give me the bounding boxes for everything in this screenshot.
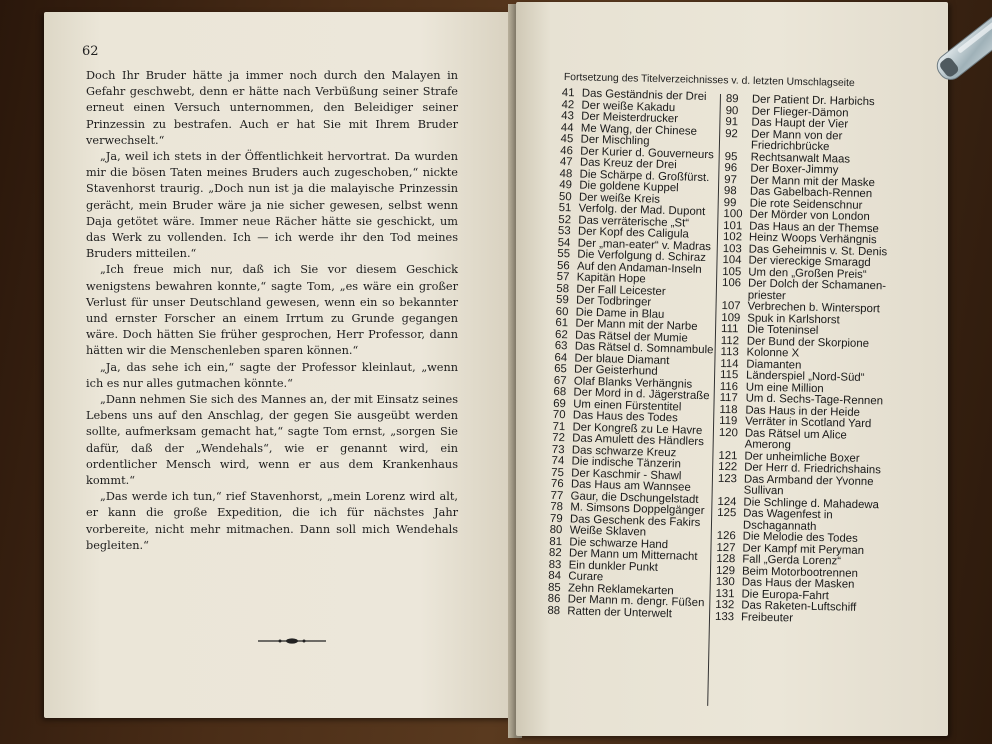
entry-title: Kapitän Hope	[576, 271, 646, 286]
entry-title: Verräter in Scotland Yard	[745, 415, 872, 431]
entry-title: Der blaue Diamant	[574, 351, 670, 367]
entry-title: Der viereckige Smaragd	[748, 254, 871, 270]
entry-number: 62	[554, 328, 568, 341]
entry-title: Die Dame in Blau	[575, 305, 665, 321]
entry-number: 61	[555, 316, 569, 330]
entry-number: 120	[718, 426, 739, 439]
entry-title: Olaf Blanks Verhängnis	[573, 374, 693, 391]
entry-title: Die Schärpe d. Großfürst.	[579, 168, 710, 184]
entry-number: 91	[725, 115, 739, 129]
entry-number: 114	[720, 357, 739, 370]
entry-number: 128	[716, 552, 736, 566]
entry-title: Beim Motorbootrennen	[741, 564, 858, 580]
entry-title: Der Meisterdrucker	[581, 110, 679, 126]
entry-number: 71	[552, 420, 566, 433]
entry-number: 44	[560, 121, 574, 134]
entry-number: 97	[724, 173, 738, 186]
entry-number: 53	[557, 224, 571, 238]
entry-title: Das Amulett des Händlers	[572, 432, 705, 449]
entry-number: 111	[720, 322, 739, 336]
entry-title: Die goldene Kuppel	[579, 179, 679, 195]
entry-number	[719, 447, 745, 448]
entry-title: Das Haus an der Themse	[749, 220, 879, 235]
entry-number: 55	[557, 247, 571, 261]
entry-title: Auf den Andaman-Inseln	[576, 259, 702, 276]
entry-title: Der weiße Kakadu	[581, 99, 676, 114]
entry-number	[725, 148, 751, 149]
entry-title: Der Kopf des Caligula	[577, 225, 689, 241]
entry-title: Das Rätsel der Mumie	[574, 328, 688, 345]
entry-number: 116	[719, 380, 739, 393]
entry-title: Das Rätsel d. Somnambule	[574, 340, 714, 357]
entry-number: 121	[718, 449, 738, 462]
entry-number: 101	[723, 219, 743, 232]
entry-title: Rechtsanwalt Maas	[750, 151, 851, 166]
paragraph: „Das werde ich tun,“ rief Stavenhorst, „mein Lorenz wird alt, er kann die große Expedition, die ich für nächstes Jahr vorbereite, nicht mehr mitmachen. Dann soll mich Wendehals begleiten.“	[86, 490, 458, 552]
entry-number: 64	[554, 351, 568, 364]
entry-number: 113	[720, 345, 739, 359]
page-number: 62	[82, 44, 99, 59]
entry-title: Die Toteninsel	[746, 323, 819, 337]
paragraph: „Ja, weil ich stets in der Öffentlichkeit hervortrat. Da wurden mir die bösen Taten meines Bruders auch zugeschoben,“ nickte Stavenhorst traurig. „Doch nun ist ja die malayische Prinzessin gerächt, mein Bruder wäre ja nie sicher gewesen, selbst wenn Daja getötet wäre. Immer neue Rächer hätte sie geschickt, um das Werk zu vollenden. Ich — ich werde ihr den Tod meines Bruders mitteilen.“	[86, 150, 458, 261]
entry-number: 122	[718, 460, 738, 474]
entry-number: 45	[560, 132, 574, 146]
entry-title: Der Mann mit der Maske	[750, 174, 876, 189]
entry-number: 132	[715, 598, 735, 612]
entry-number: 100	[723, 207, 743, 221]
entry-title: Der Fall Leicester	[576, 282, 666, 298]
entry-title: Das Gabelbach-Rennen	[749, 185, 873, 201]
entry-title: Der Mischling	[580, 133, 650, 148]
entry-title: Das Haus des Todes	[572, 409, 678, 425]
entry-title: Verbrechen b. Wintersport	[747, 300, 880, 316]
entry-number: 127	[716, 541, 736, 554]
entry-number: 52	[558, 213, 572, 226]
paragraph: „Dann nehmen Sie sich des Mannes an, der mit Einsatz seines Lebens uns auf den Anschlag, der gegen Sie ausgeübt werden sollte, aufmerksam gemacht hat,“ sagte Tom ernst, „sorgen Sie dafür, daß der „Wendehals“, wie er genannt wird, ein ordentlicher Mensch wird, wenn er aus dem Krankenhaus kommt.“	[86, 393, 458, 488]
entry-number: 125	[717, 506, 737, 520]
entry-number: 46	[560, 144, 574, 157]
entry-number: 119	[719, 414, 738, 428]
entry-number: 50	[558, 190, 572, 203]
entry-title: Um eine Million	[745, 380, 824, 395]
paragraph: Doch Ihr Bruder hätte ja immer noch durch den Malayen in Gefahr geschwebt, denn er hätte nach Verbüßung seiner Strafe erneut einen Versuch unternommen, den Beleidiger seiner Prinzessin zu bestrafen. Auch er hat Sie mit Ihrem Bruder verwechselt.“	[86, 69, 458, 147]
entry-number: 49	[559, 178, 573, 192]
entry-number: 86	[547, 592, 561, 606]
entry-title: Der Geisterhund	[573, 363, 658, 378]
entry-number: 109	[721, 311, 741, 324]
entry-number: 117	[719, 391, 738, 405]
entry-title: Der weiße Kreis	[578, 191, 661, 206]
entry-number: 47	[559, 155, 573, 169]
entry-number: 83	[548, 558, 562, 571]
entry-number: 63	[554, 339, 568, 353]
entry-number: 60	[555, 305, 569, 318]
entry-title: Das Kreuz der Drei	[579, 156, 677, 172]
entry-title: Das Haus am Wannsee	[570, 478, 691, 494]
entry-title: Das Haus der Masken	[741, 576, 855, 591]
entry-title: Der „man-eater“ v. Madras	[577, 237, 712, 253]
entry-title: Der Kurier d. Gouverneurs	[580, 145, 714, 161]
entry-title: Heinz Woops Verhängnis	[748, 231, 877, 247]
entry-number: 112	[720, 334, 740, 347]
entry-title: Der Mann mit der Narbe	[575, 317, 698, 333]
list-header: Fortsetzung des Titelverzeichnisses v. d. letzten Umschlagseite	[563, 72, 855, 90]
entry-number: 79	[549, 512, 563, 525]
entry-number: 105	[722, 265, 742, 278]
entry-title: Die indische Tänzerin	[571, 455, 682, 471]
entry-number: 69	[553, 397, 567, 410]
left-page-body	[86, 68, 458, 554]
entry-title: Sullivan	[743, 484, 784, 498]
entry-number: 48	[559, 167, 573, 180]
entry-title: Das verräterische „St“	[578, 214, 690, 230]
entry-title: Der Mann von der	[751, 128, 843, 142]
entry-number: 59	[555, 293, 569, 307]
entry-number: 51	[558, 201, 572, 215]
entry-number: 65	[553, 362, 567, 376]
entry-title: Die schwarze Hand	[569, 535, 669, 551]
entry-title: Dschagannath	[742, 518, 817, 533]
entry-title: Der Kampf mit Peryman	[742, 541, 865, 557]
entry-number: 75	[551, 466, 565, 479]
entry-title: M. Simsons Doppelgänger	[570, 501, 705, 518]
entry-title: Der Mord in d. Jägerstraße	[573, 386, 710, 403]
entry-number: 85	[547, 581, 561, 594]
entry-number: 107	[721, 299, 741, 313]
entry-number: 58	[556, 282, 570, 295]
entry-title: Das Armband der Yvonne	[743, 472, 874, 488]
entry-title: Der Mörder von London	[749, 208, 870, 224]
entry-title: Der Todbringer	[575, 294, 652, 309]
entry-title: Länderspiel „Nord-Süd“	[745, 369, 865, 384]
entry-title: Das Wagenfest in	[743, 507, 833, 522]
entry-number: 98	[723, 184, 737, 198]
entry-number: 56	[556, 259, 570, 272]
entry-number: 84	[548, 569, 562, 583]
entry-title: Um d. Sechs-Tage-Rennen	[745, 392, 884, 408]
entry-number: 54	[557, 236, 571, 249]
entry-number: 130	[715, 575, 735, 589]
entry-number: 103	[722, 242, 742, 255]
title-list-left	[547, 88, 720, 621]
entry-title: Spuk in Karlshorst	[747, 311, 840, 326]
right-page-content	[516, 2, 948, 736]
entry-number: 80	[549, 523, 563, 537]
paragraph: „Ja, das sehe ich ein,“ sagte der Professor kleinlaut, „wenn ich es nur alles gutmachen könnte.“	[86, 360, 458, 390]
entry-title: Verfolg. der Mad. Dupont	[578, 202, 706, 219]
entry-title: Amerong	[744, 438, 792, 452]
entry-number: 92	[725, 127, 738, 140]
entry-number: 42	[561, 98, 575, 111]
entry-title: Der Bund der Skorpione	[746, 334, 870, 350]
entry-title: Curare	[568, 570, 604, 584]
entry-title: Der Mann m. dengr. Füßen	[567, 593, 705, 610]
entry-number: 95	[724, 150, 738, 163]
entry-number	[722, 297, 748, 298]
entry-number: 70	[552, 408, 566, 422]
entry-number: 115	[719, 368, 739, 382]
entry-title: Der Flieger-Dämon	[751, 105, 849, 120]
entry-title: Me Wang, der Chinese	[580, 122, 698, 138]
entry-number: 74	[551, 454, 565, 468]
pen	[930, 0, 992, 84]
paragraph: „Ich freue mich nur, daß ich Sie vor diesem Geschick wenigstens bewahren konnte,“ sagte Tom, „es wäre ein großer Verlust für unser Deutschland gewesen, wenn ein so bekannter und ernster Forscher an einem Irrtum zu Grunde gegangen wäre. Doch hätten Sie früher gesprochen, Herr Professor, dann hätten wir die Menschenleben sparen können.“	[86, 263, 458, 358]
entry-number: 57	[556, 270, 570, 284]
entry-number	[718, 493, 744, 494]
entry-number: 124	[717, 495, 737, 508]
title-list-right	[715, 94, 890, 626]
entry-number: 67	[553, 374, 567, 387]
entry-number: 99	[723, 196, 737, 209]
entry-title: Um einen Fürstentitel	[573, 397, 682, 413]
entry-number: 78	[550, 500, 564, 514]
entry-title: Das schwarze Kreuz	[571, 443, 677, 459]
entry-number: 129	[715, 564, 736, 577]
entry-title: Das Haus in der Heide	[745, 403, 861, 419]
entry-title: Die Melodie des Todes	[742, 530, 858, 545]
entry-title: Das Geheimnis v. St. Denis	[748, 243, 888, 258]
entry-number: 104	[722, 253, 742, 267]
ornament-divider	[256, 636, 328, 646]
entry-title: Gaur, die Dschungelstadt	[570, 489, 699, 506]
entry-title: Die Verfolgung d. Schiraz	[577, 248, 707, 265]
entry-number: 73	[551, 443, 565, 456]
entry-title: Der unheimliche Boxer	[744, 449, 860, 465]
entry-number: 68	[553, 385, 567, 399]
entry-title: Das Raketen-Luftschiff	[741, 599, 857, 614]
entry-number: 118	[719, 403, 738, 416]
entry-title: Das Geschenk des Fakirs	[569, 512, 701, 529]
entry-title: Der Kongreß zu Le Havre	[572, 420, 703, 437]
entry-number	[717, 527, 743, 528]
entry-title: Der Herr d. Friedrichshains	[744, 461, 882, 477]
entry-title: Das Geständnis der Drei	[581, 87, 707, 104]
entry-title: Freibeuter	[740, 610, 794, 625]
entry-title: Weiße Sklaven	[569, 524, 647, 539]
entry-title: Die Schlinge d. Mahadewa	[743, 495, 880, 511]
entry-number: 89	[725, 93, 739, 106]
entry-title: Um den „Großen Preis“	[748, 266, 867, 281]
entry-title: Der Dolch der Schamanen-	[747, 277, 887, 293]
entry-title: Ein dunkler Punkt	[568, 558, 659, 574]
entry-number: 88	[547, 604, 561, 617]
entry-title: Die Europa-Fahrt	[741, 587, 830, 602]
entry-number: 77	[550, 489, 564, 502]
entry-number: 96	[724, 161, 738, 175]
entry-title: Ratten der Unterwelt	[567, 604, 672, 620]
entry-title: Der Patient Dr. Harbichs	[751, 93, 875, 109]
entry-number: 43	[561, 109, 575, 123]
entry-number: 90	[725, 104, 739, 117]
entry-title: Die rote Seidenschnur	[749, 197, 863, 212]
entry-title: Zehn Reklamekarten	[567, 581, 674, 597]
entry-title: Friedrichbrücke	[750, 139, 830, 154]
entry-title: priester	[747, 289, 786, 302]
entry-title: Der Kaschmir - Shawl	[571, 466, 682, 482]
entry-title: Fall „Gerda Lorenz“	[742, 553, 842, 568]
entry-title: Das Haupt der Vier	[751, 116, 849, 131]
entry-title: Diamanten	[746, 357, 802, 372]
entry-number: 81	[549, 535, 563, 548]
entry-number: 106	[721, 276, 742, 290]
entry-number: 72	[552, 431, 566, 445]
entry-number: 131	[715, 587, 735, 600]
entry-number: 126	[716, 529, 736, 543]
entry-number: 123	[717, 472, 738, 485]
entry-number: 76	[550, 477, 564, 491]
entry-title: Der Boxer-Jimmy	[750, 162, 839, 177]
entry-title: Der Mann um Mitternacht	[568, 547, 698, 563]
entry-number: 41	[561, 87, 575, 100]
entry-number: 82	[548, 546, 562, 560]
entry-title: Das Rätsel um Alice	[744, 426, 847, 442]
entry-title: Kolonne X	[746, 346, 800, 360]
entry-number: 133	[714, 610, 735, 623]
entry-number: 102	[722, 230, 743, 244]
